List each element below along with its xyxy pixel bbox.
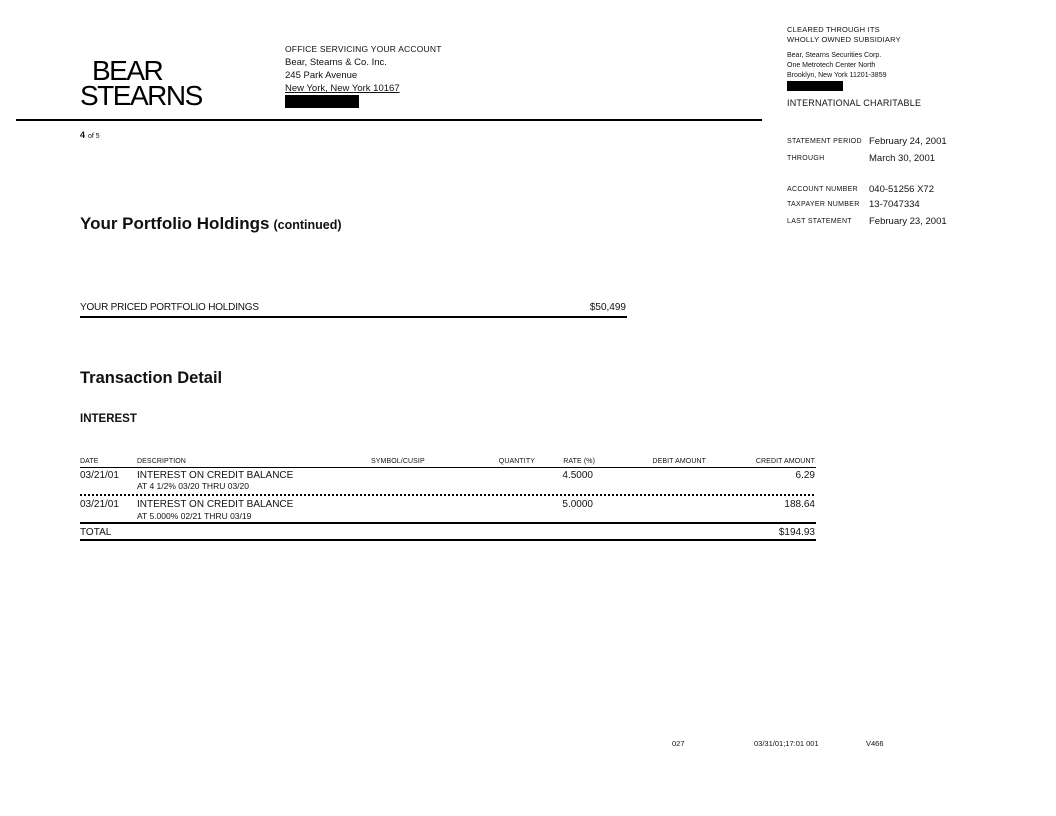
priced-holdings-label: YOUR PRICED PORTFOLIO HOLDINGS xyxy=(80,302,259,313)
row1-description: INTEREST ON CREDIT BALANCE xyxy=(137,470,294,481)
logo-line-1: BEAR xyxy=(92,55,163,86)
logo-line-2: STEARNS xyxy=(80,80,202,111)
col-header-quantity: QUANTITY xyxy=(498,458,535,465)
portfolio-title: Your Portfolio Holdings xyxy=(80,214,270,233)
bear-stearns-logo xyxy=(80,55,202,111)
period-value: February 24, 2001 xyxy=(869,136,947,147)
col-header-credit: CREDIT AMOUNT xyxy=(755,458,815,465)
row2-description: INTEREST ON CREDIT BALANCE xyxy=(137,499,294,510)
clearing-city: Brooklyn, New York 11201-3859 xyxy=(787,72,887,79)
col-header-description: DESCRIPTION xyxy=(137,458,186,465)
footer-code: 027 xyxy=(672,739,685,748)
portfolio-heading xyxy=(80,214,342,234)
priced-holdings-rule xyxy=(80,316,627,318)
office-name: Bear, Stearns & Co. Inc. xyxy=(285,57,387,68)
taxpayer-value: 13-7047334 xyxy=(869,199,920,210)
account-number-label: ACCOUNT NUMBER xyxy=(787,186,858,193)
office-street: 245 Park Avenue xyxy=(285,70,358,81)
row2-description-detail: AT 5.000% 02/21 THRU 03/19 xyxy=(137,511,252,521)
redaction-bar xyxy=(787,81,843,91)
through-value: March 30, 2001 xyxy=(869,153,936,164)
row-separator xyxy=(80,494,814,496)
page-number xyxy=(80,130,100,140)
row2-date: 03/21/01 xyxy=(80,499,119,510)
account-name: INTERNATIONAL CHARITABLE xyxy=(787,98,922,108)
clearing-name: Bear, Stearns Securities Corp. xyxy=(787,52,882,59)
cleared-line-1: CLEARED THROUGH ITS xyxy=(787,25,880,34)
col-header-rate: RATE (%) xyxy=(563,458,595,465)
account-number-value: 040-51256 X72 xyxy=(869,184,934,195)
col-header-date: DATE xyxy=(80,458,99,465)
row2-credit: 188.64 xyxy=(784,499,815,510)
total-label: TOTAL xyxy=(80,527,112,538)
total-rule-bottom xyxy=(80,539,816,541)
footer-timestamp: 03/31/01;17:01 001 xyxy=(754,739,819,748)
last-statement-label: LAST STATEMENT xyxy=(787,218,852,225)
header-rule xyxy=(80,467,816,468)
through-label: THROUGH xyxy=(787,155,825,162)
taxpayer-label: TAXPAYER NUMBER xyxy=(787,201,860,208)
row2-rate: 5.0000 xyxy=(562,499,593,510)
portfolio-continued: (continued) xyxy=(273,218,342,232)
total-rule-top xyxy=(80,522,816,524)
office-address-block xyxy=(285,43,442,108)
period-label: STATEMENT PERIOD xyxy=(787,138,862,145)
row1-credit: 6.29 xyxy=(795,470,815,481)
footer-version: V466 xyxy=(866,739,884,748)
account-info-column xyxy=(787,25,1047,108)
interest-section-heading: INTEREST xyxy=(80,413,137,425)
last-statement-value: February 23, 2001 xyxy=(869,216,947,227)
redaction-bar xyxy=(285,95,359,108)
cleared-line-2: WHOLLY OWNED SUBSIDIARY xyxy=(787,35,901,44)
office-title: OFFICE SERVICING YOUR ACCOUNT xyxy=(285,44,442,54)
col-header-symbol: SYMBOL/CUSIP xyxy=(371,458,425,465)
total-credit: $194.93 xyxy=(778,527,815,538)
header-divider xyxy=(16,119,762,121)
page-of: of 5 xyxy=(88,133,100,140)
transaction-heading: Transaction Detail xyxy=(80,369,223,387)
office-city: New York, New York 10167 xyxy=(285,83,400,94)
row1-rate: 4.5000 xyxy=(562,470,593,481)
priced-holdings-value: $50,499 xyxy=(589,302,626,313)
col-header-debit: DEBIT AMOUNT xyxy=(652,458,706,465)
row1-date: 03/21/01 xyxy=(80,470,119,481)
page-current: 4 xyxy=(80,130,86,140)
row1-description-detail: AT 4 1/2% 03/20 THRU 03/20 xyxy=(137,481,249,491)
clearing-street: One Metrotech Center North xyxy=(787,62,876,69)
